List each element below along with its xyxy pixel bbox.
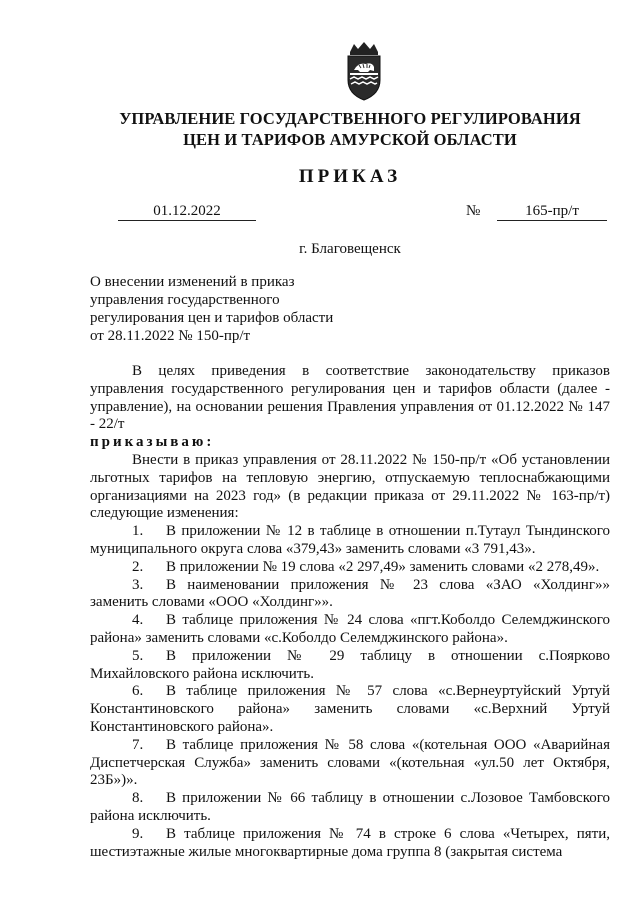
item-text: В наименовании приложения № 23 слова «ЗАО «Холдинг»» заменить словами «ООО «Холдинг»». bbox=[90, 576, 610, 611]
subject-line-3: регулирования цен и тарифов области bbox=[90, 310, 334, 326]
list-item bbox=[90, 683, 610, 736]
item-number: 6. bbox=[132, 683, 144, 700]
item-number: 5. bbox=[132, 647, 144, 664]
order-body bbox=[90, 363, 610, 861]
item-text: В приложении № 66 таблицу в отношении с.Лозовое Тамбовского района исключить. bbox=[90, 790, 610, 824]
preamble: В целях приведения в соответствие законодательству приказов управления государственного регулирования цен и тарифов области (далее - управление), на основании решения Правления управления от 01.12.2022 № 147 - 22/т bbox=[90, 363, 610, 433]
list-item bbox=[90, 826, 610, 862]
list-item bbox=[90, 559, 610, 577]
order-number: 165-пр/т bbox=[497, 203, 607, 221]
list-item bbox=[90, 737, 610, 790]
organization-name bbox=[90, 108, 610, 150]
item-number: 3. bbox=[132, 576, 144, 593]
item-number: 8. bbox=[132, 790, 144, 807]
list-item bbox=[90, 612, 610, 648]
org-line-2: ЦЕН И ТАРИФОВ АМУРСКОЙ ОБЛАСТИ bbox=[183, 130, 517, 149]
org-line-1: УПРАВЛЕНИЕ ГОСУДАРСТВЕННОГО РЕГУЛИРОВАНИЯ bbox=[119, 109, 581, 128]
intro-paragraph: Внести в приказ управления от 28.11.2022 № 150-пр/т «Об установлении льготных тарифов на тепловую энергию, отпускаемую теплоснабжающими организациями на 2023 год» (в редакции приказа от 29.11.2022 № 163-пр/т) следующие изменения: bbox=[90, 451, 610, 522]
subject-line-4: от 28.11.2022 № 150-пр/т bbox=[90, 328, 251, 344]
document-type: ПРИКАЗ bbox=[298, 166, 402, 187]
item-number: 2. bbox=[132, 558, 144, 575]
list-item bbox=[90, 523, 610, 559]
coat-of-arms-icon bbox=[340, 40, 388, 102]
subject-line-2: управления государственного bbox=[90, 292, 280, 308]
order-subject bbox=[90, 273, 390, 345]
list-item bbox=[90, 790, 610, 826]
item-text: В таблице приложения № 74 в строке 6 слова «Четырех, пяти, шестиэтажные жилые многоквартирные дома группа 8 (закрытая система bbox=[90, 825, 610, 860]
item-text: В приложении № 29 таблицу в отношении с.Поярково Михайловского района исключить. bbox=[90, 647, 610, 682]
item-number: 9. bbox=[132, 825, 144, 842]
city: г. Благовещенск bbox=[299, 241, 401, 257]
orders-word: приказываю: bbox=[90, 434, 215, 451]
item-text: В таблице приложения № 24 слова «пгт.Коболдо Селемджинского района» заменить словами «с.Коболдо Селемджинского района». bbox=[90, 612, 610, 646]
item-number: 4. bbox=[132, 612, 144, 629]
item-text: В таблице приложения № 58 слова «(котельная ООО «Аварийная Диспетчерская Служба» заменить словами «(котельная «ул.50 лет Октября, 23Б»)». bbox=[90, 736, 610, 789]
order-date bbox=[118, 203, 256, 221]
item-text: В таблице приложения № 57 слова «с.Вернеуртуйский Уртуй Константиновского района» заменить словами «с.Верхний Уртуй Константиновского района». bbox=[90, 683, 610, 735]
item-number: 1. bbox=[132, 523, 144, 540]
orders-line bbox=[90, 434, 610, 452]
item-number: 7. bbox=[132, 736, 144, 753]
list-item bbox=[90, 648, 610, 684]
list-item bbox=[90, 577, 610, 613]
item-text: В приложении № 12 в таблице в отношении п.Тутаул Тындинского муниципального округа слова «379,43» заменить словами «3 791,43». bbox=[90, 523, 610, 557]
number-sign: № bbox=[466, 203, 481, 219]
subject-line-1: О внесении изменений в приказ bbox=[90, 274, 295, 290]
order-date-value: 01.12.2022 bbox=[118, 203, 256, 221]
item-text: В приложении № 19 слова «2 297,49» заменить словами «2 278,49». bbox=[166, 558, 600, 575]
